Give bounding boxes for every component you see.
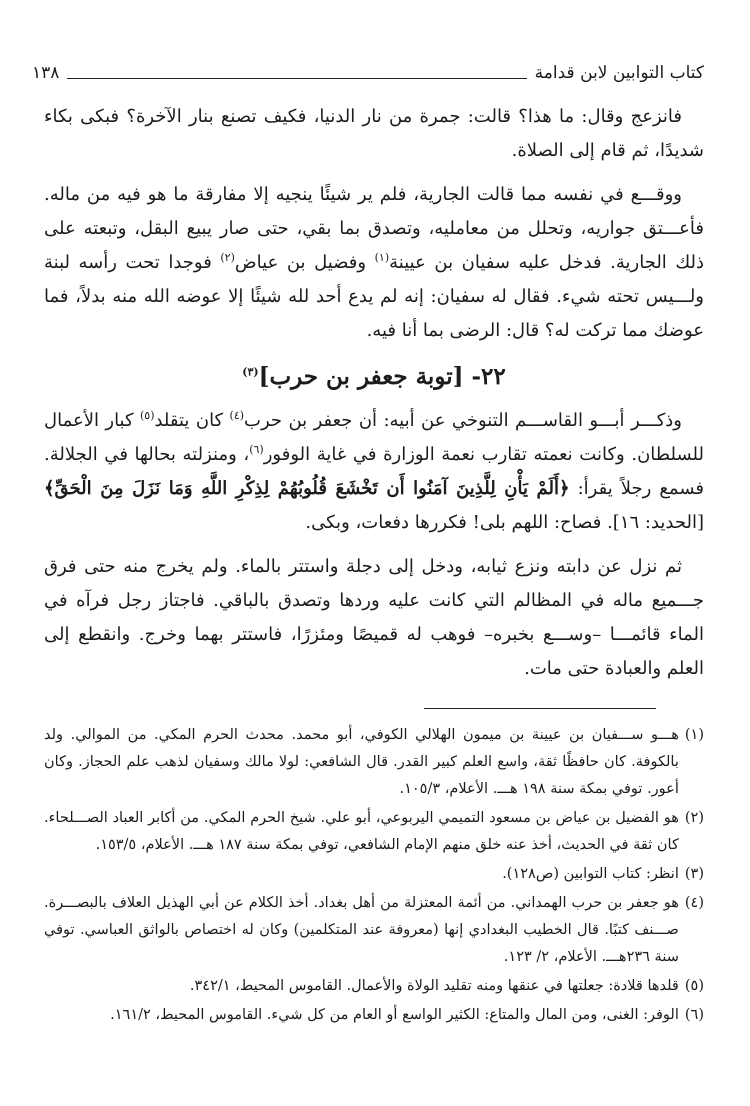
footnote-ref: (٥) [139, 409, 155, 422]
paragraph: ووقـــع في نفسه مما قالت الجارية، فلم ير شيئًا ينجيه إلا مفارقة ما هو فيه من ماله. فأعـــتق جواريه، وتحلل من معامليه، وتصدق بما بقي، حتى صار يبيع البقل، وتبعته على ذلك الجارية. فدخل عليه سفيان بن عيينة$^{(١)}$ وفضيل بن عياض$^{(٢)}$ فوجدا تحت رأسه لبنة ولـــيس تحته شيء. فقال له سفيان: إنه لم يدع أحد لله شيئًا إلا عوضه الله منه بدلاً، فما عوضك مما تركت له؟ قال: الرضى بما أنا فيه. [44, 184, 705, 341]
paragraph: وذكـــر أبـــو القاســـم التنوخي عن أبيه: أن جعفر بن حرب$^{(٤)}$ كان يتقلد$^{(٥)}$ كبار الأعمال للسلطان. وكانت نعمته تقارب نعمة الوزارة في غاية الوفور$^{(٦)}$، ومنزلته بحالها في الجلالة. فسمع رجلاً يقرأ: ﴿أَلَمْ يَأْنِ لِلَّذِينَ آمَنُوا أَن تَخْشَعَ قُلُوبُهُمْ لِذِكْرِ اللَّهِ وَمَا نَزَلَ مِنَ الْحَقِّ﴾[الحديد: ١٦]. فصاح: اللهم بلى! فكررها دفعات، وبكى. [44, 409, 704, 533]
quran-verse: ﴿أَلَمْ يَأْنِ لِلَّذِينَ آمَنُوا أَن تَخْشَعَ قُلُوبُهُمْ لِذِكْرِ اللَّهِ وَمَا نَزَلَ مِنَ الْحَقِّ﴾ [44, 478, 570, 499]
footnote: (٤) هو جعفر بن حرب الهمداني. من أئمة المعتزلة من أهل بغداد. أخذ الكلام عن أبي الهذيل العلاف بالبصـــرة. صـــنف كتبًا. قال الخطيب البغدادي إنها (معروفة عند المتكلمين) وكان له اختصاص بالواثق العباسي. توفي سنة ٢٣٦هـــ. الأعلام، ٢/ ١٢٣. [44, 895, 704, 965]
footnote: (٦) الوفر: الغنى، ومن المال والمتاع: الكثير الواسع أو العام من كل شيء. القاموس المحيط، ١٦١/٢. [110, 1007, 704, 1023]
footnote-ref: (٤) [229, 409, 245, 422]
page-header [32, 60, 704, 86]
book-title: كتاب التوابين لابن قدامة [534, 63, 704, 83]
footnote: (١) هـــو ســـفيان بن عيينة بن ميمون الهلالي الكوفي، أبو محمد. محدث الحرم المكي. من الموالي. ولد بالكوفة. كان حافظًا ثقة، واسع العلم كبير القدر. قال الشافعي: لولا مالك وسفيان لذهب علم الحجاز. وكان أعور. توفي بمكة سنة ١٩٨ هـــ. الأعلام، ١٠٥/٣. [44, 727, 704, 797]
page-number: ١٣٨ [32, 63, 60, 83]
header-rule [67, 78, 526, 79]
footnote-ref: (٣) [242, 365, 259, 379]
footnote: (٣) انظر: كتاب التوابين (ص١٢٨). [502, 866, 704, 882]
paragraph: ثم نزل عن دابته ونزع ثيابه، ودخل إلى دجلة واستتر بالماء. ولم يخرج منه حتى فرق جـــميع ماله في المظالم التي كانت عليه وردها وتصدق بالباقي. فاجتاز رجل فرآه في الماء قائمـــا –وســـع بخبره– فوهب له قميصًا ومئزرًا، فاستتر بهما وخرج. وانقطع إلى العلم والعبادة حتى مات. [44, 556, 704, 679]
footnote-separator [424, 708, 656, 709]
footnotes [44, 722, 704, 1031]
main-text [44, 100, 704, 686]
paragraph: فانزعج وقال: ما هذا؟ قالت: جمرة من نار الدنيا، فكيف تصنع بنار الآخرة؟ فبكى بكاء شديدًا، ثم قام إلى الصلاة. [44, 106, 704, 161]
footnote-ref: (٦) [249, 443, 264, 456]
footnote-ref: (١) [374, 251, 390, 264]
footnote: (٢) هو الفضيل بن عياض بن مسعود التميمي اليربوعي، أبو علي. شيخ الحرم المكي. من أكابر العباد الصـــلحاء. كان ثقة في الحديث، أخذ عنه خلق منهم الإمام الشافعي، توفي بمكة سنة ١٨٧ هـــ. الأعلام، ١٥٣/٥. [44, 810, 704, 853]
section-title: ٢٢- [توبة جعفر بن حرب]$^{(٣)}$ [242, 363, 506, 390]
footnote: (٥) قلدها قلادة: جعلتها في عنقها ومنه تقليد الولاة والأعمال. القاموس المحيط، ٣٤٢/١. [189, 978, 704, 994]
footnote-ref: (٢) [220, 251, 235, 264]
